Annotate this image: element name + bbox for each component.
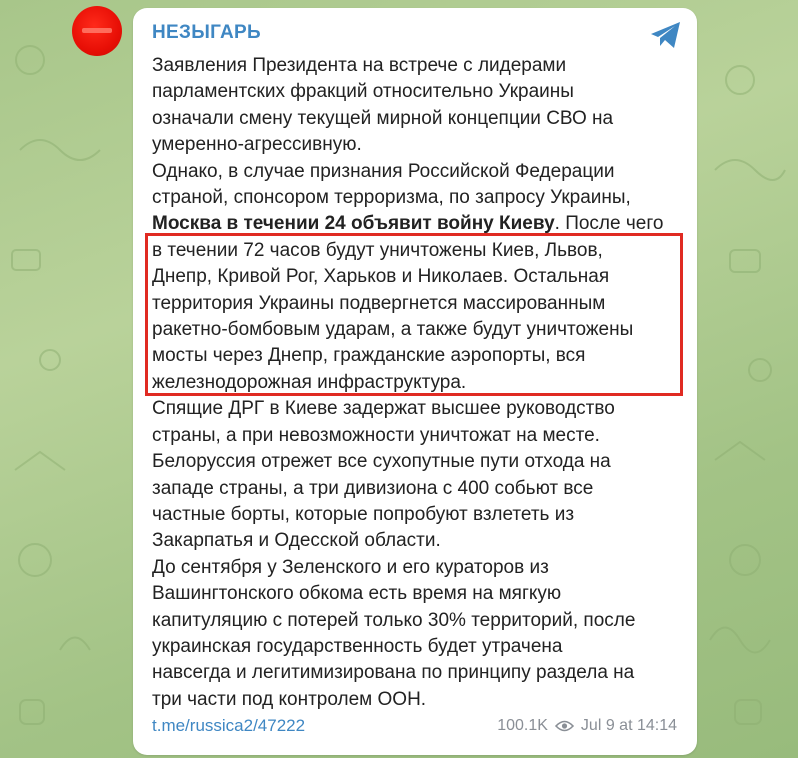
message-footer	[152, 716, 677, 738]
message-bubble	[133, 8, 697, 755]
message-text-part-2: . После чего в течении 72 часов будут уничтожены Киев, Львов, Днепр, Кривой Рог, Харьков и Николаев. Остальная территория Украины подвергнется массированным ракетно-бомбовым ударам, а также будут уничтожены мосты через Днепр, гражданские аэропорты, вся железнодорожная инфраструктура. Спящие ДРГ в Киеве задержат высшее руководство страны, а при невозможности уничтожат на месте. Белоруссия отрежет все сухопутные пути отхода на западе страны, а три дивизиона с 400 собьют все частные борты, которые попробуют взлететь из Закарпатья и Одесской области. До сентября у Зеленского и его кураторов из Вашингтонского обкома есть время на мягкую капитуляцию с потерей только 30% территорий, после украинская государственность будет утрачена навсегда и легитимизирована по принципу раздела на три части под контролем ООН.	[152, 213, 664, 710]
eye-icon	[555, 720, 574, 732]
telegram-plane-icon[interactable]	[649, 20, 683, 50]
message-text	[152, 53, 692, 713]
message-meta	[497, 717, 677, 735]
message-link[interactable]: t.me/russica2/47222	[152, 716, 306, 735]
avatar-logo-mark	[82, 28, 112, 33]
view-count: 100.1K	[497, 717, 548, 734]
message-timestamp: Jul 9 at 14:14	[580, 717, 677, 734]
channel-avatar[interactable]	[72, 6, 122, 56]
channel-name[interactable]: НЕЗЫГАРЬ	[152, 22, 261, 43]
message-text-bold: Москва в течении 24 объявит войну Киеву	[152, 213, 555, 235]
message-text-part-1: Заявления Президента на встрече с лидерами парламентских фракций относительно Украины означали смену текущей мирной концепции СВО на умеренно-агрессивную. Однако, в случае признания Российской Федерации страной, спонсором терроризма, по запросу Украины,	[152, 55, 631, 209]
